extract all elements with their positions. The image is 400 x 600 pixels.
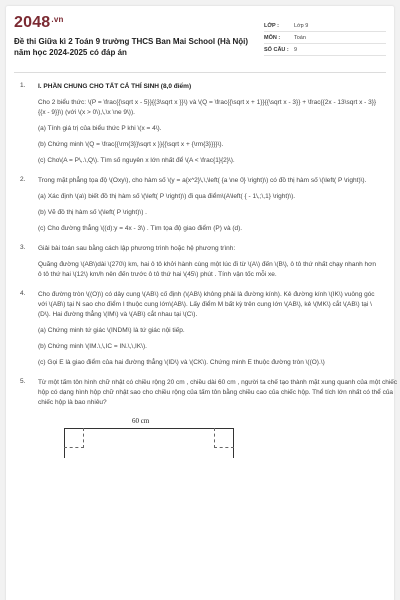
- logo-text: 2048: [14, 14, 51, 31]
- question-body: [38, 290, 380, 368]
- site-logo[interactable]: [14, 14, 64, 32]
- question-body: [38, 378, 398, 454]
- question-2: [20, 176, 380, 234]
- question-body: [38, 176, 380, 234]
- question-part: (b) Vẽ đồ thị hàm số \(\left( P \right)\) .: [38, 209, 147, 216]
- question-1: [20, 82, 380, 166]
- question-number: 4.: [20, 290, 26, 297]
- question-text: Quãng đường \(AB\)dài \(270\) km, hai ô tô khởi hành cùng một lúc đi từ \(A\) đến \(B\), ô tô thứ nhất chạy nhanh hơn ô tô thứ hai \(12\) km/h nên đến trước ô tô thứ hai \(45\) phút . Tính vận tốc mỗi xe.: [38, 261, 377, 278]
- question-text: Giải bài toán sau bằng cách lập phương trình hoặc hệ phương trình:: [38, 245, 236, 252]
- header-divider: [14, 72, 386, 73]
- document-page: [6, 6, 398, 600]
- question-4: [20, 290, 380, 368]
- section-heading: I. PHẦN CHUNG CHO TẤT CẢ THÍ SINH (8,0 điểm): [38, 83, 192, 90]
- question-part: (b) Chứng minh \(Q = \frac{{\rm{3}}\sqrt x }}{{\sqrt x + {\rm{3}}}}\).: [38, 141, 224, 148]
- meta-value: 9: [294, 46, 298, 53]
- question-3: [20, 244, 380, 280]
- question-5: [20, 378, 398, 454]
- meta-value: Toán: [294, 34, 306, 41]
- sheet-rectangle: [64, 428, 234, 458]
- meta-key: LỚP :: [264, 22, 279, 29]
- meta-key: MÔN :: [264, 34, 281, 41]
- question-part: (a) Tính giá trị của biểu thức P khi \(x = 4\).: [38, 125, 162, 132]
- question-number: 3.: [20, 244, 26, 251]
- document-header: [14, 14, 386, 66]
- logo-suffix: .vn: [51, 15, 64, 24]
- question-part: (a) Chứng minh tứ giác \(INDM\) là tứ giác nội tiếp.: [38, 327, 185, 334]
- meta-value: Lớp 9: [294, 22, 309, 29]
- question-text: Từ một tấm tôn hình chữ nhật có chiều rộng 20 cm , chiều dài 60 cm , người ta chế tạo thành mặt xung quanh của một chiếc hộp có dạng hình hộp chữ nhật sao cho chiều rộng của tấm tôn bằng chiều cao của chiếc hộp. Thể tích lớn nhất có thể của chiếc hộp là bao nhiêu?: [38, 379, 398, 406]
- meta-row-class: [264, 20, 386, 32]
- meta-row-count: [264, 44, 386, 56]
- meta-key: SỐ CÂU :: [264, 46, 289, 53]
- question-part: (b) Chứng minh \(IM.\,\,IC = IN.\,\,IK\).: [38, 343, 147, 350]
- sheet-fold-right: [214, 428, 234, 448]
- sheet-figure: [38, 414, 398, 454]
- questions-list: [20, 82, 398, 464]
- question-text: Cho 2 biểu thức: \(P = \frac{{\sqrt x - 5}}{{3\sqrt x }}\) và \(Q = \frac{{\sqrt x + 1}}{{\sqrt x - 3}} + \frac{{2x - 13\sqrt x - 3}}{{x - 9}}\) (với \(x > 0\),\,\x \ne 9\)).: [38, 99, 377, 116]
- sheet-fold-left: [64, 428, 84, 448]
- figure-dimension-label: 60 cm: [132, 417, 150, 425]
- question-part: (c) Gọi E là giao điểm của hai đường thẳng \(ID\) và \(CK\). Chứng minh E thuộc đường tròn \((O).\): [38, 359, 325, 366]
- question-number: 5.: [20, 378, 26, 385]
- question-body: [38, 82, 380, 166]
- meta-row-subject: [264, 32, 386, 44]
- question-number: 1.: [20, 82, 26, 89]
- question-text: Trong mặt phẳng tọa độ \(Oxy\), cho hàm số \(y = a{x^2}\,\,\left( {a \ne 0} \right)\) có đồ thị hàm số \(\left( P \right)\).: [38, 177, 367, 184]
- document-title: Đề thi Giữa kì 2 Toán 9 trường THCS Ban Mai School (Hà Nội) năm học 2024-2025 có đáp án: [14, 37, 249, 57]
- document-meta: [264, 20, 386, 56]
- question-body: [38, 244, 380, 280]
- question-text: Cho đường tròn \((O)\) có dây cung \(AB\) cố định (\(AB\) không phải là đường kính). Kẻ đường kính \(IK\) vuông góc với \(AB\) tại N sao cho điểm I thuộc cung lớn\(AB\). Lấy điểm M bất kỳ trên cung lớn \(AB\), kẻ \(MK\) cắt \(AB\) tại \(D\). Hai đường thẳng \(IM\) và \(AB\) cắt nhau tại \(C\).: [38, 291, 375, 318]
- question-part: (a) Xác định \(a\) biết đồ thị hàm số \(\left( P \right)\) đi qua điểm\(A\left( { - 1\,;\,1} \right)\).: [38, 193, 296, 200]
- question-part: (c) Cho\(A = P\,.\,Q\). Tìm số nguyên x lớn nhất để \(A < \frac{1}{2}\).: [38, 157, 235, 164]
- question-part: (c) Cho đường thẳng \((d):y = 4x - 3\) . Tìm tọa độ giao điểm (P) và (d).: [38, 225, 243, 232]
- question-number: 2.: [20, 176, 26, 183]
